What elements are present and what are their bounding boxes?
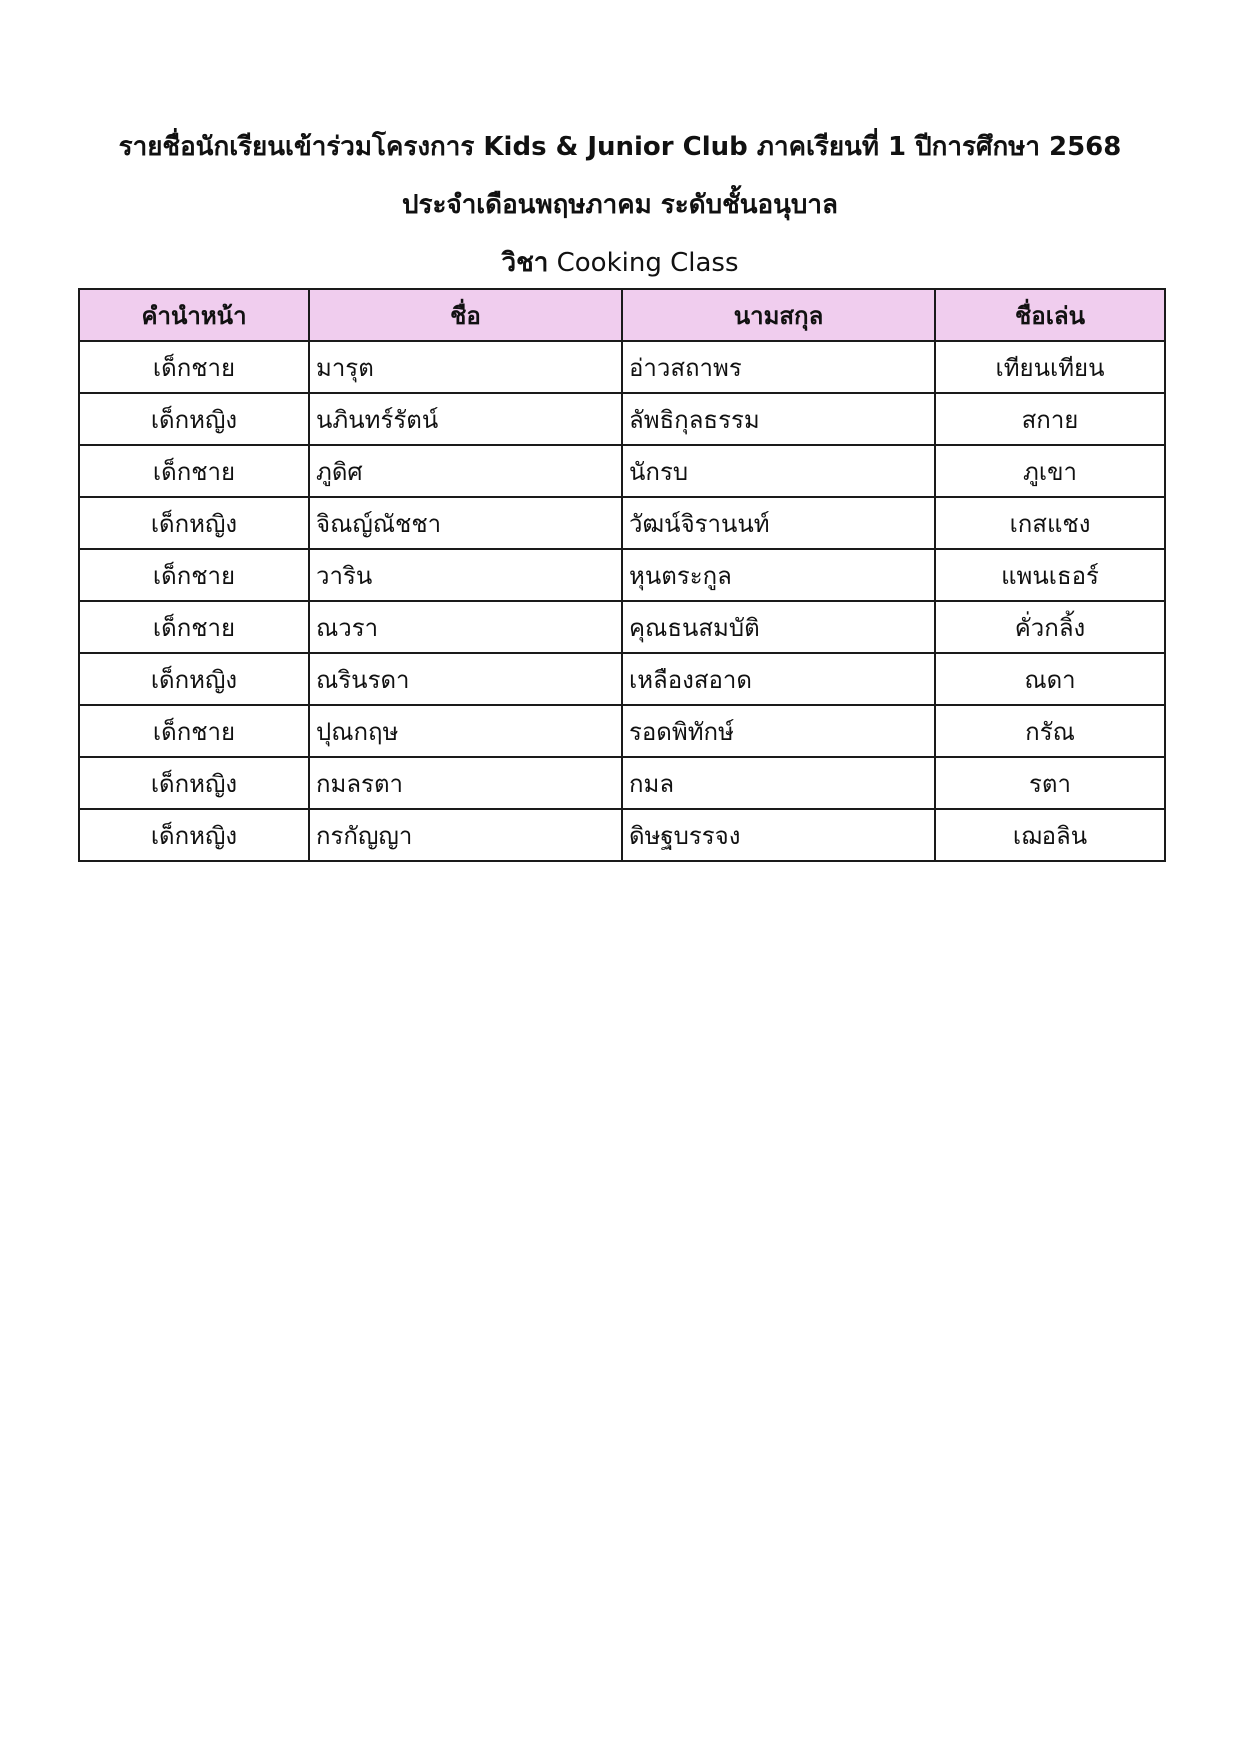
cell-first-name: ภูดิศ [309, 445, 622, 497]
cell-nickname: สกาย [935, 393, 1165, 445]
student-roster-table [78, 288, 1166, 862]
cell-first-name: วาริน [309, 549, 622, 601]
table-row [79, 809, 1165, 861]
cell-last-name: หุนตระกูล [622, 549, 935, 601]
cell-prefix: เด็กชาย [79, 549, 309, 601]
cell-nickname: รตา [935, 757, 1165, 809]
cell-last-name: ดิษฐบรรจง [622, 809, 935, 861]
table-row [79, 549, 1165, 601]
cell-first-name: ณวรา [309, 601, 622, 653]
cell-last-name: ลัพธิกุลธรรม [622, 393, 935, 445]
cell-first-name: จิณญ์ณัชชา [309, 497, 622, 549]
cell-prefix: เด็กหญิง [79, 497, 309, 549]
header-nickname: ชื่อเล่น [935, 289, 1165, 341]
cell-first-name: นภินทร์รัตน์ [309, 393, 622, 445]
header-prefix: คำนำหน้า [79, 289, 309, 341]
table-row [79, 341, 1165, 393]
cell-prefix: เด็กชาย [79, 341, 309, 393]
subject-line [0, 234, 1240, 292]
cell-first-name: กรกัญญา [309, 809, 622, 861]
cell-last-name: คุณธนสมบัติ [622, 601, 935, 653]
table-row [79, 601, 1165, 653]
document-title: รายชื่อนักเรียนเข้าร่วมโครงการ Kids & Junior Club ภาคเรียนที่ 1 ปีการศึกษา 2568 [118, 132, 1122, 162]
cell-prefix: เด็กหญิง [79, 757, 309, 809]
cell-nickname: เฌอลิน [935, 809, 1165, 861]
cell-prefix: เด็กหญิง [79, 393, 309, 445]
cell-prefix: เด็กชาย [79, 601, 309, 653]
subject-prefix: วิชา [501, 248, 549, 278]
cell-prefix: เด็กหญิง [79, 809, 309, 861]
cell-prefix: เด็กชาย [79, 705, 309, 757]
table-body [79, 341, 1165, 861]
cell-nickname: แพนเธอร์ [935, 549, 1165, 601]
table-row [79, 497, 1165, 549]
header-first-name: ชื่อ [309, 289, 622, 341]
cell-last-name: นักรบ [622, 445, 935, 497]
table-row [79, 705, 1165, 757]
cell-nickname: ภูเขา [935, 445, 1165, 497]
cell-last-name: อ่าวสถาพร [622, 341, 935, 393]
subject-name: Cooking Class [556, 248, 739, 278]
document-subtitle: ประจำเดือนพฤษภาคม ระดับชั้นอนุบาล [402, 190, 838, 220]
table-header-row [79, 289, 1165, 341]
document-header [0, 118, 1240, 292]
cell-prefix: เด็กชาย [79, 445, 309, 497]
cell-nickname: คั่วกลิ้ง [935, 601, 1165, 653]
table-row [79, 393, 1165, 445]
cell-nickname: เทียนเทียน [935, 341, 1165, 393]
cell-first-name: ณรินรดา [309, 653, 622, 705]
table-row [79, 445, 1165, 497]
cell-last-name: วัฒน์จิรานนท์ [622, 497, 935, 549]
cell-nickname: ณดา [935, 653, 1165, 705]
cell-last-name: รอดพิทักษ์ [622, 705, 935, 757]
cell-first-name: ปุณกฤษ [309, 705, 622, 757]
cell-first-name: กมลรตา [309, 757, 622, 809]
cell-last-name: กมล [622, 757, 935, 809]
cell-first-name: มารุต [309, 341, 622, 393]
cell-nickname: กรัณ [935, 705, 1165, 757]
cell-prefix: เด็กหญิง [79, 653, 309, 705]
cell-last-name: เหลืองสอาด [622, 653, 935, 705]
table-row [79, 653, 1165, 705]
header-last-name: นามสกุล [622, 289, 935, 341]
cell-nickname: เกสแชง [935, 497, 1165, 549]
table-row [79, 757, 1165, 809]
